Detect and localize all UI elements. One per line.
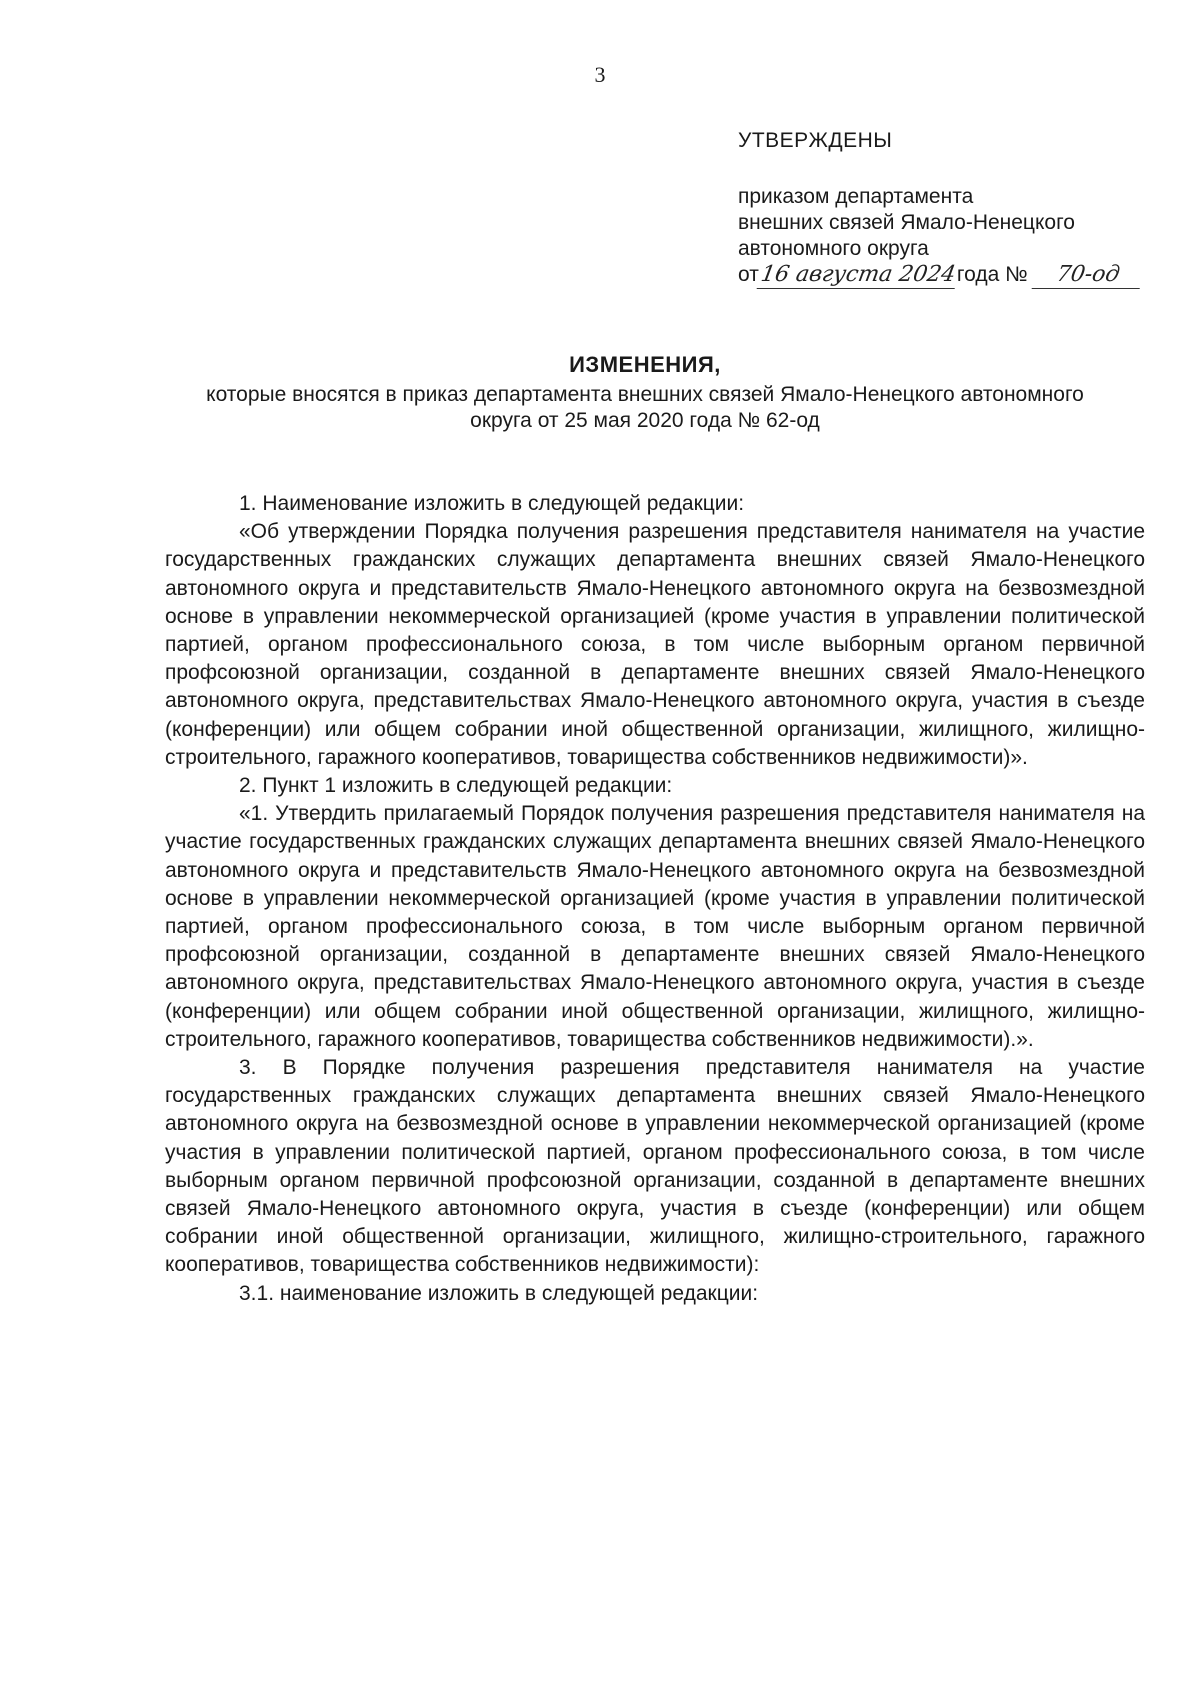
page-number: 3 bbox=[594, 62, 606, 87]
document-body bbox=[165, 490, 1145, 1308]
paragraph-3: 3. В Порядке получения разрешения представителя нанимателя на участие государственных гражданских служащих департамента внешних связей Ямало-Ненецкого автономного округа на безвозмездной основе в управлении некоммерческой организацией (кроме участия в управлении политической партией, органом профессионального союза, в том числе выборным органом первичной профсоюзной организации, созданной в департаменте внешних связей Ямало-Ненецкого автономного округа, участия в съезде (конференции) или общем собрании иной общественной организации, жилищного, жилищно-строительного, гаражного кооперативов, товарищества собственников недвижимости): bbox=[165, 1056, 1145, 1277]
document-title: ИЗМЕНЕНИЯ, bbox=[569, 352, 721, 377]
handwritten-date: 16 августа 2024 bbox=[756, 262, 959, 289]
paragraph-2-quote: «1. Утвердить прилагаемый Порядок получения разрешения представителя нанимателя на участие государственных гражданских служащих департамента внешних связей Ямало-Ненецкого автономного округа и представительств Ямало-Ненецкого автономного округа на безвозмездной основе в управлении некоммерческой организацией (кроме участия в управлении политической партией, органом профессионального союза, в том числе выборным органом первичной профсоюзной организации, созданной в департаменте внешних связей Ямало-Ненецкого автономного округа, представительствах Ямало-Ненецкого автономного округа, участия в съезде (конференции) или общем собрании иной общественной организации, жилищного, жилищно-строительного, гаражного кооперативов, товарищества собственников недвижимости).». bbox=[165, 802, 1145, 1051]
handwritten-order-number: 70-од bbox=[1031, 262, 1144, 289]
approval-year-suffix: года № bbox=[956, 263, 1028, 286]
document-subtitle: которые вносятся в приказ департамента внешних связей Ямало-Ненецкого автономного округа от 25 мая 2020 года № 62-од bbox=[206, 383, 1084, 432]
paragraph-3-1: 3.1. наименование изложить в следующей редакции: bbox=[239, 1281, 759, 1305]
approval-date-line bbox=[738, 262, 1178, 289]
paragraph-1-quote: «Об утверждении Порядка получения разрешения представителя нанимателя на участие государственных гражданских служащих департамента внешних связей Ямало-Ненецкого автономного округа и представительств Ямало-Ненецкого автономного округа на безвозмездной основе в управлении некоммерческой организацией (кроме участия в управлении политической партией, органом профессионального союза, в том числе выборным органом первичной профсоюзной организации, созданной в департаменте внешних связей Ямало-Ненецкого автономного округа, представительствах Ямало-Ненецкого автономного округа, участия в съезде (конференции) или общем собрании иной общественной организации, жилищного, жилищно-строительного, гаражного кооперативов, товарищества собственников недвижимости)». bbox=[165, 520, 1145, 769]
document-title-block bbox=[150, 352, 1140, 434]
approval-line-3: автономного округа bbox=[738, 237, 929, 260]
approval-line-2: внешних связей Ямало-Ненецкого bbox=[738, 211, 1075, 234]
approval-block bbox=[738, 128, 1178, 289]
paragraph-1: 1. Наименование изложить в следующей редакции: bbox=[239, 492, 745, 515]
paragraph-2: 2. Пункт 1 изложить в следующей редакции: bbox=[239, 774, 673, 798]
approval-date-prefix: от bbox=[738, 263, 759, 286]
approval-heading: УТВЕРЖДЕНЫ bbox=[738, 129, 893, 152]
approval-line-1: приказом департамента bbox=[738, 185, 974, 208]
